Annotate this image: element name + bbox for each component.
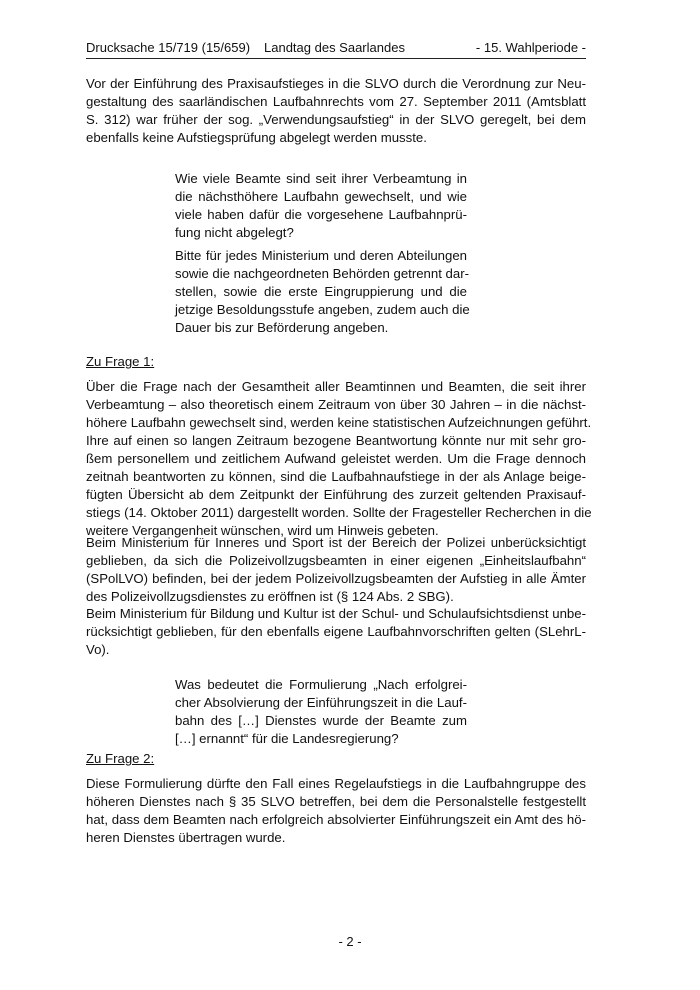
- text-line: viele haben dafür die vorgesehene Laufbahnprü-: [175, 207, 467, 222]
- text-line: Ihre auf einen so langen Zeitraum bezogene Beantwortung könnte nur mit sehr gro-: [86, 433, 586, 448]
- text-line: S. 312) war früher der sog. „Verwendungsaufstieg“ in der SLVO geregelt, bei dem: [86, 112, 586, 127]
- text-line: Vo).: [86, 642, 110, 657]
- text-line: stellen, sowie die erste Eingruppierung und die: [175, 284, 467, 299]
- text-line: […] ernannt“ für die Landesregierung?: [175, 731, 399, 746]
- text-line: geblieben, da sich die Polizeivollzugsbeamten in einer eigenen „Einheitslaufbahn“: [86, 553, 586, 568]
- text-line: fügten Übersicht ab dem Zeitpunkt der Einführung des zurzeit geltenden Praxisauf-: [86, 487, 586, 502]
- answer-2-paragraph-1: [86, 775, 586, 847]
- text-line: ßem personellem und zeitlichem Aufwand geleistet werden. Um die Frage dennoch: [86, 451, 586, 466]
- text-line: Vor der Einführung des Praxisaufstieges in die SLVO durch die Verordnung zur Neu-: [86, 76, 586, 91]
- text-line: bahn des […] Dienstes wurde der Beamte zum: [175, 713, 467, 728]
- text-line: weitere Vergangenheit wünschen, wird um Hinweis gebeten.: [86, 523, 439, 538]
- answer-1-paragraph-3: [86, 605, 586, 659]
- text-line: Was bedeutet die Formulierung „Nach erfolgrei-: [175, 677, 467, 692]
- text-line: heren Dienstes übertragen wurde.: [86, 830, 286, 845]
- answer-2-heading: Zu Frage 2:: [86, 751, 155, 766]
- text-line: zeitnah beantworten zu können, sind die Laufbahnaufstiege in der als Anlage beige-: [86, 469, 586, 484]
- text-line: rücksichtigt geblieben, für den ebenfalls eigene Laufbahnvorschriften gelten (SLehrL-: [86, 624, 586, 639]
- text-line: Beim Ministerium für Bildung und Kultur ist der Schul- und Schulaufsichtsdienst unbe-: [86, 606, 586, 621]
- text-line: Diese Formulierung dürfte den Fall eines Regelaufstiegs in die Laufbahngruppe des: [86, 776, 586, 791]
- intro-paragraph: [86, 75, 586, 147]
- answer-1-heading: Zu Frage 1:: [86, 354, 155, 369]
- text-line: gestaltung des saarländischen Laufbahnrechts vom 27. September 2011 (Amtsblatt: [86, 94, 586, 109]
- text-line: Beim Ministerium für Inneres und Sport ist der Bereich der Polizei unberücksichtigt: [86, 535, 586, 550]
- page-header: [86, 40, 586, 59]
- text-line: Dauer bis zur Beförderung angeben.: [175, 320, 389, 335]
- legislative-period: - 15. Wahlperiode -: [475, 40, 586, 55]
- text-line: Bitte für jedes Ministerium und deren Abteilungen: [175, 248, 467, 263]
- question-2-text: [175, 676, 467, 748]
- answer-1-paragraph-1: [86, 378, 592, 540]
- parliament-name: Landtag des Saarlandes: [264, 40, 405, 55]
- text-line: höhere Laufbahn gewechselt sind, werden keine statistischen Aufzeichnungen geführt.: [86, 415, 592, 430]
- text-line: (SPolLVO) befinden, bei der jedem Polizeivollzugsbeamten der Aufstieg in alle Ämter: [86, 571, 586, 586]
- text-line: fung nicht abgelegt?: [175, 225, 294, 240]
- text-line: Verbeamtung – also theoretisch einem Zeitraum von über 30 Jahren – in die nächst-: [86, 397, 586, 412]
- text-line: Über die Frage nach der Gesamtheit aller Beamtinnen und Beamten, die seit ihrer: [86, 379, 586, 394]
- text-line: cher Absolvierung der Einführungszeit in die Lauf-: [175, 695, 467, 710]
- text-line: Wie viele Beamte sind seit ihrer Verbeamtung in: [175, 171, 467, 186]
- text-line: ebenfalls keine Aufstiegsprüfung abgelegt werden musste.: [86, 130, 427, 145]
- text-line: höheren Dienstes nach § 35 SLVO betreffen, bei dem die Personalstelle festgestellt: [86, 794, 586, 809]
- text-line: stiegs (14. Oktober 2011) dargestellt worden. Sollte der Fragesteller Recherchen in die: [86, 505, 592, 520]
- question-1-request: [175, 247, 470, 337]
- document-number: Drucksache 15/719 (15/659): [86, 40, 251, 55]
- text-line: die nächsthöhere Laufbahn gewechselt, und wie: [175, 189, 467, 204]
- text-line: jetzige Besoldungsstufe angeben, zudem auch die: [175, 302, 470, 317]
- page-number: - 2 -: [338, 934, 362, 949]
- text-line: des Polizeivollzugsdienstes zu eröffnen ist (§ 124 Abs. 2 SBG).: [86, 589, 454, 604]
- question-1-text: [175, 170, 467, 242]
- text-line: sowie die nachgeordneten Behörden getrennt dar-: [175, 266, 469, 281]
- answer-1-paragraph-2: [86, 534, 586, 606]
- text-line: hat, dass dem Beamten nach erfolgreich absolvierter Einführungszeit ein Amt des hö-: [86, 812, 586, 827]
